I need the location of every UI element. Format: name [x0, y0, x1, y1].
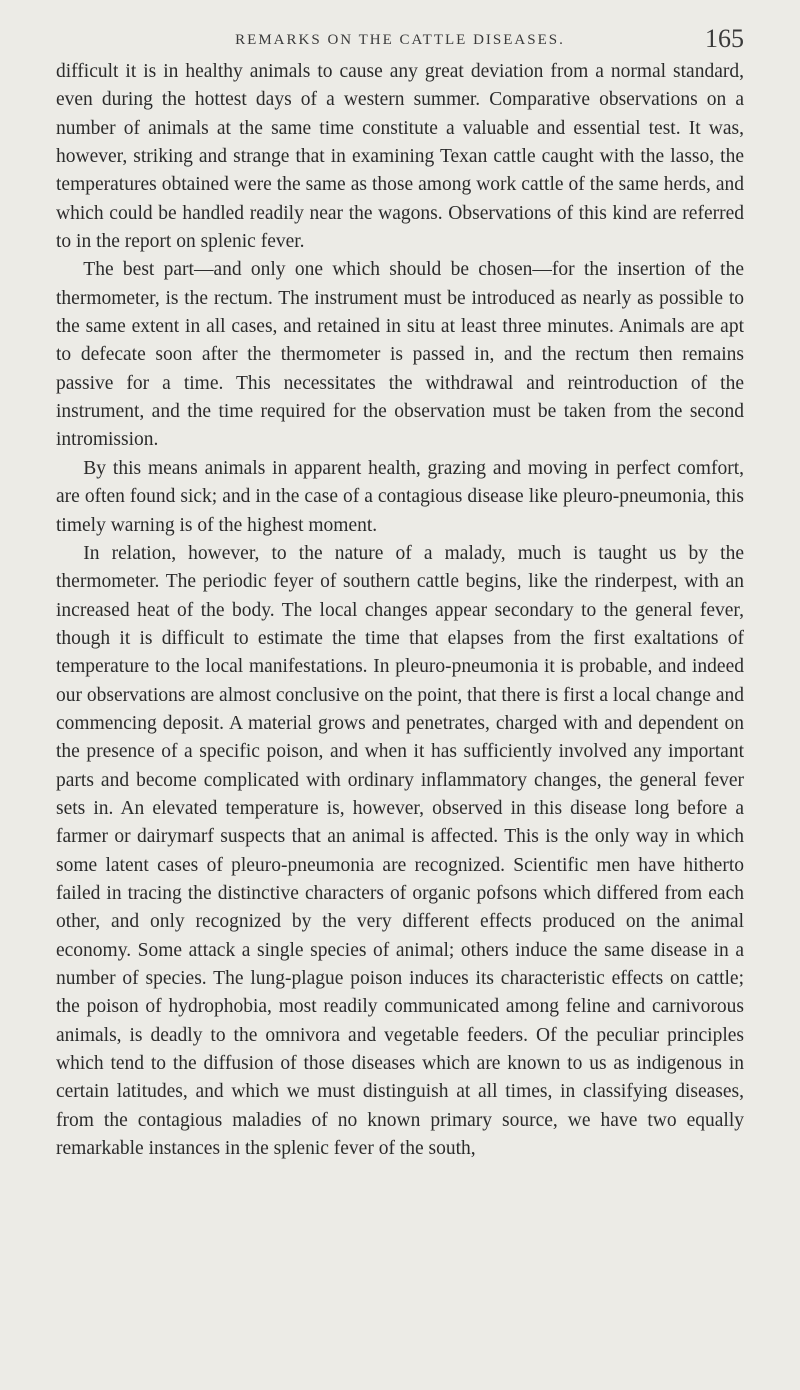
paragraph-early-detection: By this means animals in apparent health, grazing and moving in perfect comfort, are often found sick; and in the case of a contagious disease like pleuro-pneumonia, this timely warning is of the highest moment. [56, 457, 744, 536]
paragraph-thermometer-insertion: The best part—and only one which should be chosen—for the insertion of the thermometer, is the rectum. The instrument must be introduced as nearly as possible to the same extent in all cases, and retained in situ at least three minutes. Animals are apt to defecate soon after the thermometer is passed in, and the rectum then remains passive for a time. This necessitates the withdrawal and reintroduction of the instrument, and the time required for the observation must be taken from the second intromission. [56, 259, 744, 451]
running-title: REMARKS ON THE CATTLE DISEASES. [235, 32, 565, 48]
paragraph-nature-of-malady: In relation, however, to the nature of a malady, much is taught us by the thermometer. The periodic feyer of southern cattle begins, like the rinderpest, with an increased heat of the body. The local changes appear secondary to the general fever, though it is difficult to estimate the time that elapses from the first exaltations of temperature to the local manifestations. In pleuro-pneumonia it is probable, and indeed our observations are almost conclusive on the point, that there is first a local change and commencing deposit. A material grows and penetrates, charged with and dependent on the presence of a specific poison, and when it has sufficiently involved any important parts and become complicated with ordinary inflammatory changes, the general fever sets in. An elevated temperature is, however, observed in this disease long before a farmer or dairymarf suspects that an animal is affected. This is the only way in which some latent cases of pleuro-pneumonia are recognized. Scientific men have hitherto failed in tracing the distinctive characters of organic pofsons which differed from each other, and only recognized by the very different effects produced on the animal economy. Some attack a single species of animal; others induce the same disease in a number of species. The lung-plague poison induces its characteristic effects on cattle; the poison of hydrophobia, most readily communicated among feline and carnivorous animals, is deadly to the omnivora and vegetable feeders. Of the peculiar principles which tend to the diffusion of those diseases which are known to us as indigenous in certain latitudes, and which we must distinguish at all times, in classifying diseases, from the contagious maladies of no known primary source, we have two equally remarkable instances in the splenic fever of the south, [56, 542, 744, 1160]
body-text [56, 58, 744, 1163]
page-number: 165 [705, 24, 744, 53]
running-head [56, 22, 744, 58]
paragraph-continued: difficult it is in healthy animals to cause any great deviation from a normal standard, even during the hottest days of a western summer. Comparative observations on a number of animals at the same time constitute a valuable and essential test. It was, however, striking and strange that in examining Texan cattle caught with the lasso, the temperatures obtained were the same as those among work cattle of the same herds, and which could be handled readily near the wagons. Observations of this kind are referred to in the report on splenic fever. [56, 61, 744, 253]
